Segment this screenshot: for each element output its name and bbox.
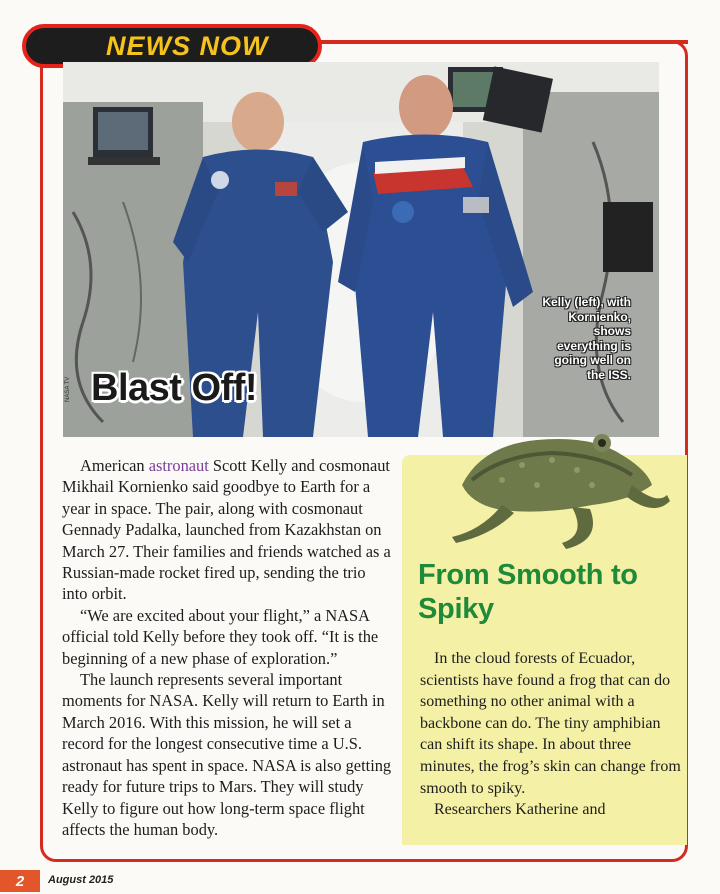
photo-credit: NASA TV bbox=[65, 376, 71, 402]
page-number: 2 bbox=[0, 870, 40, 892]
section-label: NEWS NOW bbox=[106, 30, 269, 61]
sidebar-title: From Smooth to Spiky bbox=[418, 559, 638, 625]
sidebar-body bbox=[420, 648, 682, 821]
photo-caption: Kelly (left), with Kornienko, shows everything is going well on the ISS. bbox=[542, 295, 631, 382]
header-rule bbox=[320, 40, 688, 44]
story-paragraph-1 bbox=[62, 455, 392, 605]
story-paragraph-2: “We are excited about your flight,” a NASA official told Kelly before they took off. “It is the beginning of a new phase of exploration.” bbox=[62, 605, 379, 668]
story-text: Scott Kelly and cosmonaut Mikhail Kornienko said goodbye to Earth for a year in space. The pair, along with cosmonaut Gennady Padalka, launched from Kazakhstan on March 27. Their families and friends watched as a Russian-made rocket fired up, sending the trio into orbit. bbox=[62, 456, 391, 604]
sidebar-paragraph-1: In the cloud forests of Ecuador, scientists have found a frog that can do something no other animal with a backbone can do. The tiny amphibian can shift its shape. In about three minutes, the frog’s skin can change from smooth to spiky. bbox=[420, 650, 681, 797]
issue-date: August 2015 bbox=[48, 874, 114, 886]
frog-sidebar bbox=[402, 455, 687, 845]
main-story bbox=[62, 455, 392, 840]
photo-headline: Blast Off! bbox=[91, 367, 257, 409]
sidebar-paragraph-2: Researchers Katherine and bbox=[434, 801, 606, 819]
vocab-word[interactable]: astronaut bbox=[148, 456, 209, 475]
story-text: American bbox=[80, 456, 149, 475]
frog-image bbox=[442, 425, 672, 555]
page-footer bbox=[0, 870, 720, 894]
story-paragraph-3: The launch represents several important moments for NASA. Kelly will return to Earth in March 2016. With this mission, he will set a record for the longest consecutive time a U.S. astronaut has spent in space. NASA is also getting ready for future trips to Mars. They will study Kelly to figure out how long-term space flight affects the human body. bbox=[62, 670, 392, 839]
astronaut-photo bbox=[63, 62, 659, 437]
